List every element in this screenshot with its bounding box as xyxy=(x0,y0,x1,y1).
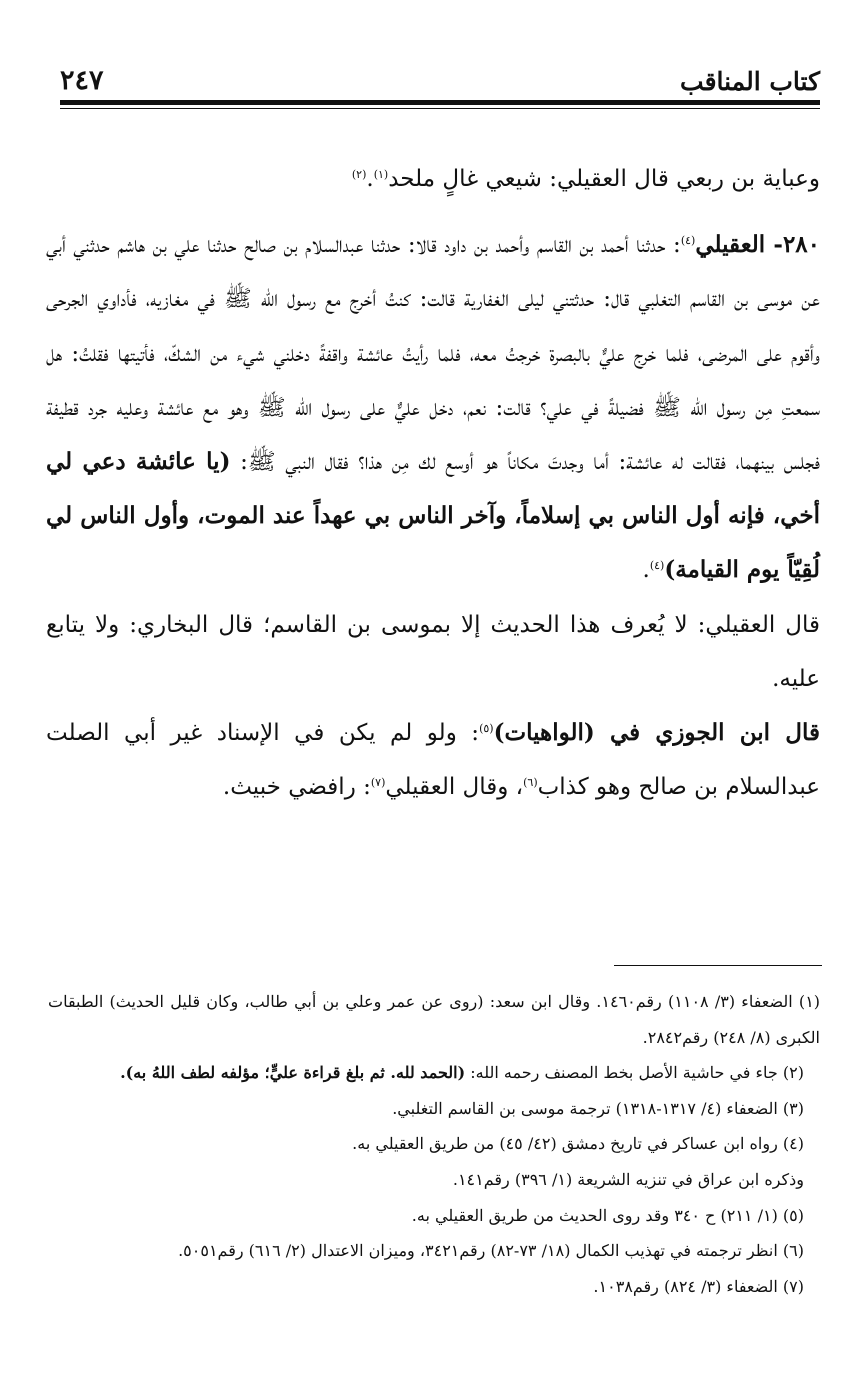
footnote-separator xyxy=(614,965,822,966)
footnote-ref-1: (١) xyxy=(373,168,389,181)
footnote-ref-7: (٧) xyxy=(370,776,386,790)
running-header xyxy=(60,58,820,96)
p1-tail: . xyxy=(366,166,374,192)
footnote-ref-3: (٤) xyxy=(680,234,696,248)
page-number: ٢٤٧ xyxy=(60,65,104,96)
footnote-ref-5: (٥) xyxy=(479,722,494,736)
footnotes xyxy=(48,984,820,1304)
p4-text2: ، وقال العقيلي xyxy=(385,774,524,801)
p4-text: : ولو لم يكن في الإسناد غير أبي الصلت عبدالسلام بن صالح وهو كذاب xyxy=(46,720,820,801)
header-rule-thick xyxy=(60,100,820,105)
footnote-ref-4: (٤) xyxy=(649,559,665,573)
footnote-2-quote: (الحمد لله. ثم بلغ قراءة عليٍّ؛ مؤلفه لطف اللهُ به). xyxy=(120,1063,466,1083)
narrator-name: العقيلي xyxy=(695,231,766,259)
paragraph-1 xyxy=(46,152,820,206)
footnote-4: (٤) رواه ابن عساكر في تاريخ دمشق (٤٢/ ٤٥) من طريق العقيلي به. xyxy=(352,1134,804,1154)
footnote-ref-2: (٢) xyxy=(351,168,367,181)
footnote-4-continued: وذكره ابن عراق في تنزيه الشريعة (١/ ٣٩٦) رقم١٤١. xyxy=(452,1169,804,1189)
footnote-2-text: (٢) جاء في حاشية الأصل بخط المصنف رحمه الله: xyxy=(465,1063,804,1083)
p4-text3: : رافضي خبيث. xyxy=(222,774,371,801)
footnote-7: (٧) الضعفاء (٣/ ٨٢٤) رقم١٠٣٨. xyxy=(593,1276,804,1296)
hadith-number: ٢٨٠- xyxy=(765,231,820,259)
footnote-1: (١) الضعفاء (٣/ ١١٠٨) رقم١٤٦٠. وقال ابن سعد: (روى عن عمر وعلي بن أبي طالب، وكان قليل الحديث) الطبقات الكبرى (٨/ ٢٤٨) رقم٢٨٤٢. xyxy=(48,992,821,1047)
p3-text: قال العقيلي: لا يُعرف هذا الحديث إلا بموسى بن القاسم؛ قال البخاري: ولا يتابع عليه. xyxy=(46,611,820,692)
footnote-ref-6: (٦) xyxy=(523,776,538,790)
footnote-2 xyxy=(48,1055,820,1091)
footnote-3: (٣) الضعفاء (٤/ ١٣١٧-١٣١٨) ترجمة موسى بن القاسم التغلبي. xyxy=(392,1098,804,1118)
footnote-6: (٦) انظر ترجمته في تهذيب الكمال (١٨/ ٧٣-٨٢) رقم٣٤٢١، وميزان الاعتدال (٢/ ٦١٦) رقم٥٠٥١. xyxy=(178,1241,804,1261)
hadith-text: : حدثنا أحمد بن القاسم وأحمد بن داود قالا: حدثنا عبدالسلام بن صالح حدثنا علي بن هاشم حدثني أبي عن موسى بن القاسم التغلبي قال: حدثتني ليلى الغفارية قالت: كنتُ أخرج مع رسول الله ﷺ في مغازيه، فأداوي الجرحى وأقوم على المرضى، فلما خرج عليٌّ بالبصرة خرجتُ معه، فلما رأيتُ عائشة واقفةً دخلني شيء من الشكّ، فأتيتها فقلتُ: هل سمعتِ مِن رسول الله ﷺ فضيلةً في علي؟ قالت: نعم، دخل عليٌّ على رسول الله ﷺ وهو مع عائشة وعليه جرد قطيفة فجلس بينهما، فقالت له عائشة: أما وجدتَ مكاناً هو أوسع لك مِن هذا؟ فقال النبي ﷺ: xyxy=(46,232,820,476)
main-text xyxy=(46,152,820,814)
hadith-end: . xyxy=(642,557,650,584)
footnote-5: (٥) (١/ ٢١١) ح ٣٤٠ وقد روى الحديث من طريق العقيلي به. xyxy=(411,1205,804,1225)
header-rule-thin xyxy=(60,108,820,109)
p4-name: قال ابن الجوزي في (الواهيات) xyxy=(493,719,820,747)
paragraph-4 xyxy=(46,706,820,814)
book-title: كتاب المناقب xyxy=(680,67,820,96)
paragraph-3 xyxy=(46,598,820,706)
paragraph-hadith-280 xyxy=(46,218,820,597)
hadith-quote: (يا عائشة دعي لي أخي، فإنه أول الناس بي إسلاماً، وآخر الناس بي عهداً عند الموت، وأول الناس لي لُقِيّاً يوم القيامة) xyxy=(46,448,820,584)
p1-text: وعباية بن ربعي قال العقيلي: شيعي غالٍ ملحد xyxy=(388,166,820,192)
